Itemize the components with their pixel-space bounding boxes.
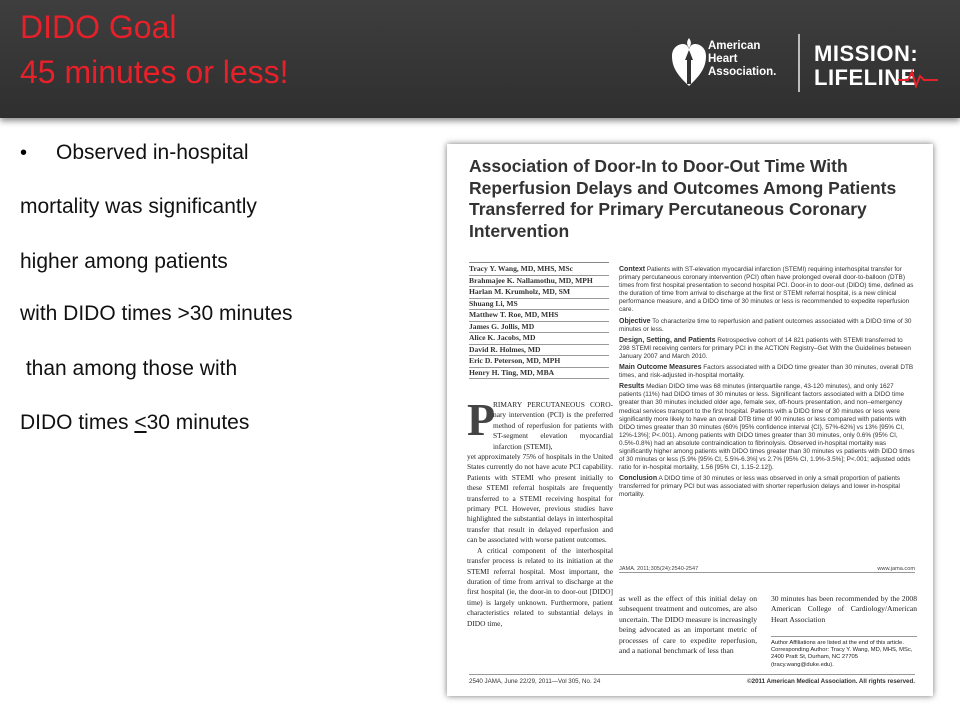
body-text-line-6: DIDO times <30 minutes: [20, 411, 250, 434]
slide-title: DIDO Goal: [20, 9, 177, 45]
article-title: Association of Door-In to Door-Out Time With Reperfusion Delays and Outcomes Among Patients Transferred for Primary Percutaneous Coronary Intervention: [469, 156, 897, 241]
body-text-line-5: than among those with: [20, 357, 238, 380]
body-text-line-4: with DIDO times >30 minutes: [20, 302, 293, 325]
body-text-line-2: mortality was significantly: [20, 195, 257, 218]
article-column-1: RIMARY PERCUTANEOUS CORO-nary intervention (PCI) is the preferred method of reperfusion for patients with ST-segment elevation myocardial infarction (STEMI), yet approximately 75% of hospitals in the United States currently do not have acute PCI capability. Patients with STEMI who present initially to these STEMI referral hospitals are frequently transferred to a STEMI receiving hospital for primary PCI. However, previous studies have highlighted the substantial delays in interhospital transfer that result in delayed reperfusion and can be associated with worse patient outcomes. A critical component of the interhospital transfer process is related to its initiation at the STEMI referral hospital. Most important, the duration of time from arrival to discharge at the first hospital (ie, the door-in to door-out [DIDO] time) is largely unknown. Furthermore, patient characteristics related to substantial delays in DIDO time,: [467, 400, 613, 628]
body-text-line-1: Observed in-hospital: [56, 141, 249, 164]
body-text-line-3: higher among patients: [20, 250, 228, 273]
author-list: Tracy Y. Wang, MD, MHS, MSc Brahmajee K. Nallamothu, MD, MPH Harlan M. Krumholz, MD, SM Shuang Li, MS Matthew T. Roe, MD, MHS James G. Jollis, MD Alice K. Jacobs, MD David R. Holmes, MD Eric D. Peterson, MD, MPH Henry H. Ting, MD, MBA: [469, 264, 609, 379]
article-column-2: as well as the effect of this initial delay on subsequent treatment and outcomes, are also uncertain. The DIDO measure is increasingly being advocated as an important metric of processes of care to expedite reperfusion, and a national benchmark of less than: [619, 594, 757, 656]
heart-torch-logo-icon: [672, 36, 706, 88]
ekg-line-icon: [898, 68, 938, 88]
mission-lifeline-line2: LIFELINE: [814, 65, 916, 90]
logo-divider: [798, 34, 800, 92]
bullet-icon: •: [20, 142, 28, 164]
jama-article-image: [447, 144, 933, 696]
aha-wordmark: American Heart Association.: [708, 40, 777, 78]
article-column-3: 30 minutes has been recommended by the 2008 American College of Cardiology/American Heart Association: [771, 594, 917, 624]
article-footer: 2540 JAMA, June 22/29, 2011—Vol 305, No. 24 ©2011 American Medical Association. All rights reserved.: [469, 674, 915, 685]
drop-cap: P: [467, 394, 496, 445]
less-equal-symbol: <: [134, 411, 147, 434]
author-affiliations: Author Affiliations are listed at the end of this article. Corresponding Author: Tracy Y. Wang, MD, MHS, MSc, 2400 Pratt St, Durham, NC 27705 (tracy.wang@duke.edu).: [771, 636, 917, 669]
article-citation: JAMA. 2011;305(24):2540-2547 www.jama.com: [619, 566, 915, 572]
mission-lifeline-line1: MISSION:: [814, 41, 919, 66]
header-bar: [0, 0, 960, 118]
slide-subtitle: 45 minutes or less!: [20, 54, 289, 90]
article-abstract: Context Patients with ST-elevation myocardial infarction (STEMI) requiring interhospital transfer for primary percutaneous coronary intervention (PCI) often have prolonged overall door-to-balloon (DTB) times from first hospital presentation to second hospital PCI. Door-in to door-out (DIDO) time, defined as the duration of time from arrival to discharge at the first or STEMI referral hospital, is a new clinical performance measure, and a DIDO time of 30 minutes or less is recommended to expedite reperfusion care. Objective To characterize time to reperfusion and patient outcomes associated with a DIDO time of 30 minutes or less. Design, Setting, and Patients Retrospective cohort of 14 821 patients with STEMI transferred to 298 STEMI receiving centers for primary PCI in the ACTION Registry–Get With the Guidelines between January 2007 and March 2010. Main Outcome Measures Factors associated with a DIDO time greater than 30 minutes, overall DTB times, and risk-adjusted in-hospital mortality. Results Median DIDO time was 68 minutes (interquartile range, 43-120 minutes), and only 1627 patients (11%) had DIDO times of 30 minutes or less. Significant factors associated with a DIDO time greater than 30 minutes included older age, female sex, off-hours presentation, and non–emergency medical services transport to the first hospital. Patients with a DIDO time of 30 minutes or less were significantly more likely to have an overall DTB time of 90 minutes or less compared with patients with DIDO times greater than 30 minutes (60% [95% confidence interval {CI}, 57%-62%] vs 13% [95% CI, 12%-13%]; P<.001). Among patients with DIDO times greater than 30 minutes, only 0.6% (95% CI, 0.5%-0.8%) had an absolute contraindication to fibrinolysis. Observed in-hospital mortality was significantly higher among patients with DIDO times greater than 30 minutes vs patients with DIDO times of 30 minutes or less (5.9% [95% CI, 5.5%-6.3%] vs 2.7% [95% CI, 1.9%-3.5%]; P<.001; adjusted odds ratio for in-hospital mortality, 1.56 [95% CI, 1.15-2.12]). Conclusion A DIDO time of 30 minutes or less was observed in only a small proportion of patients transferred for primary PCI but was associated with shorter reperfusion delays and lower in-hospital mortality.: [619, 266, 915, 499]
